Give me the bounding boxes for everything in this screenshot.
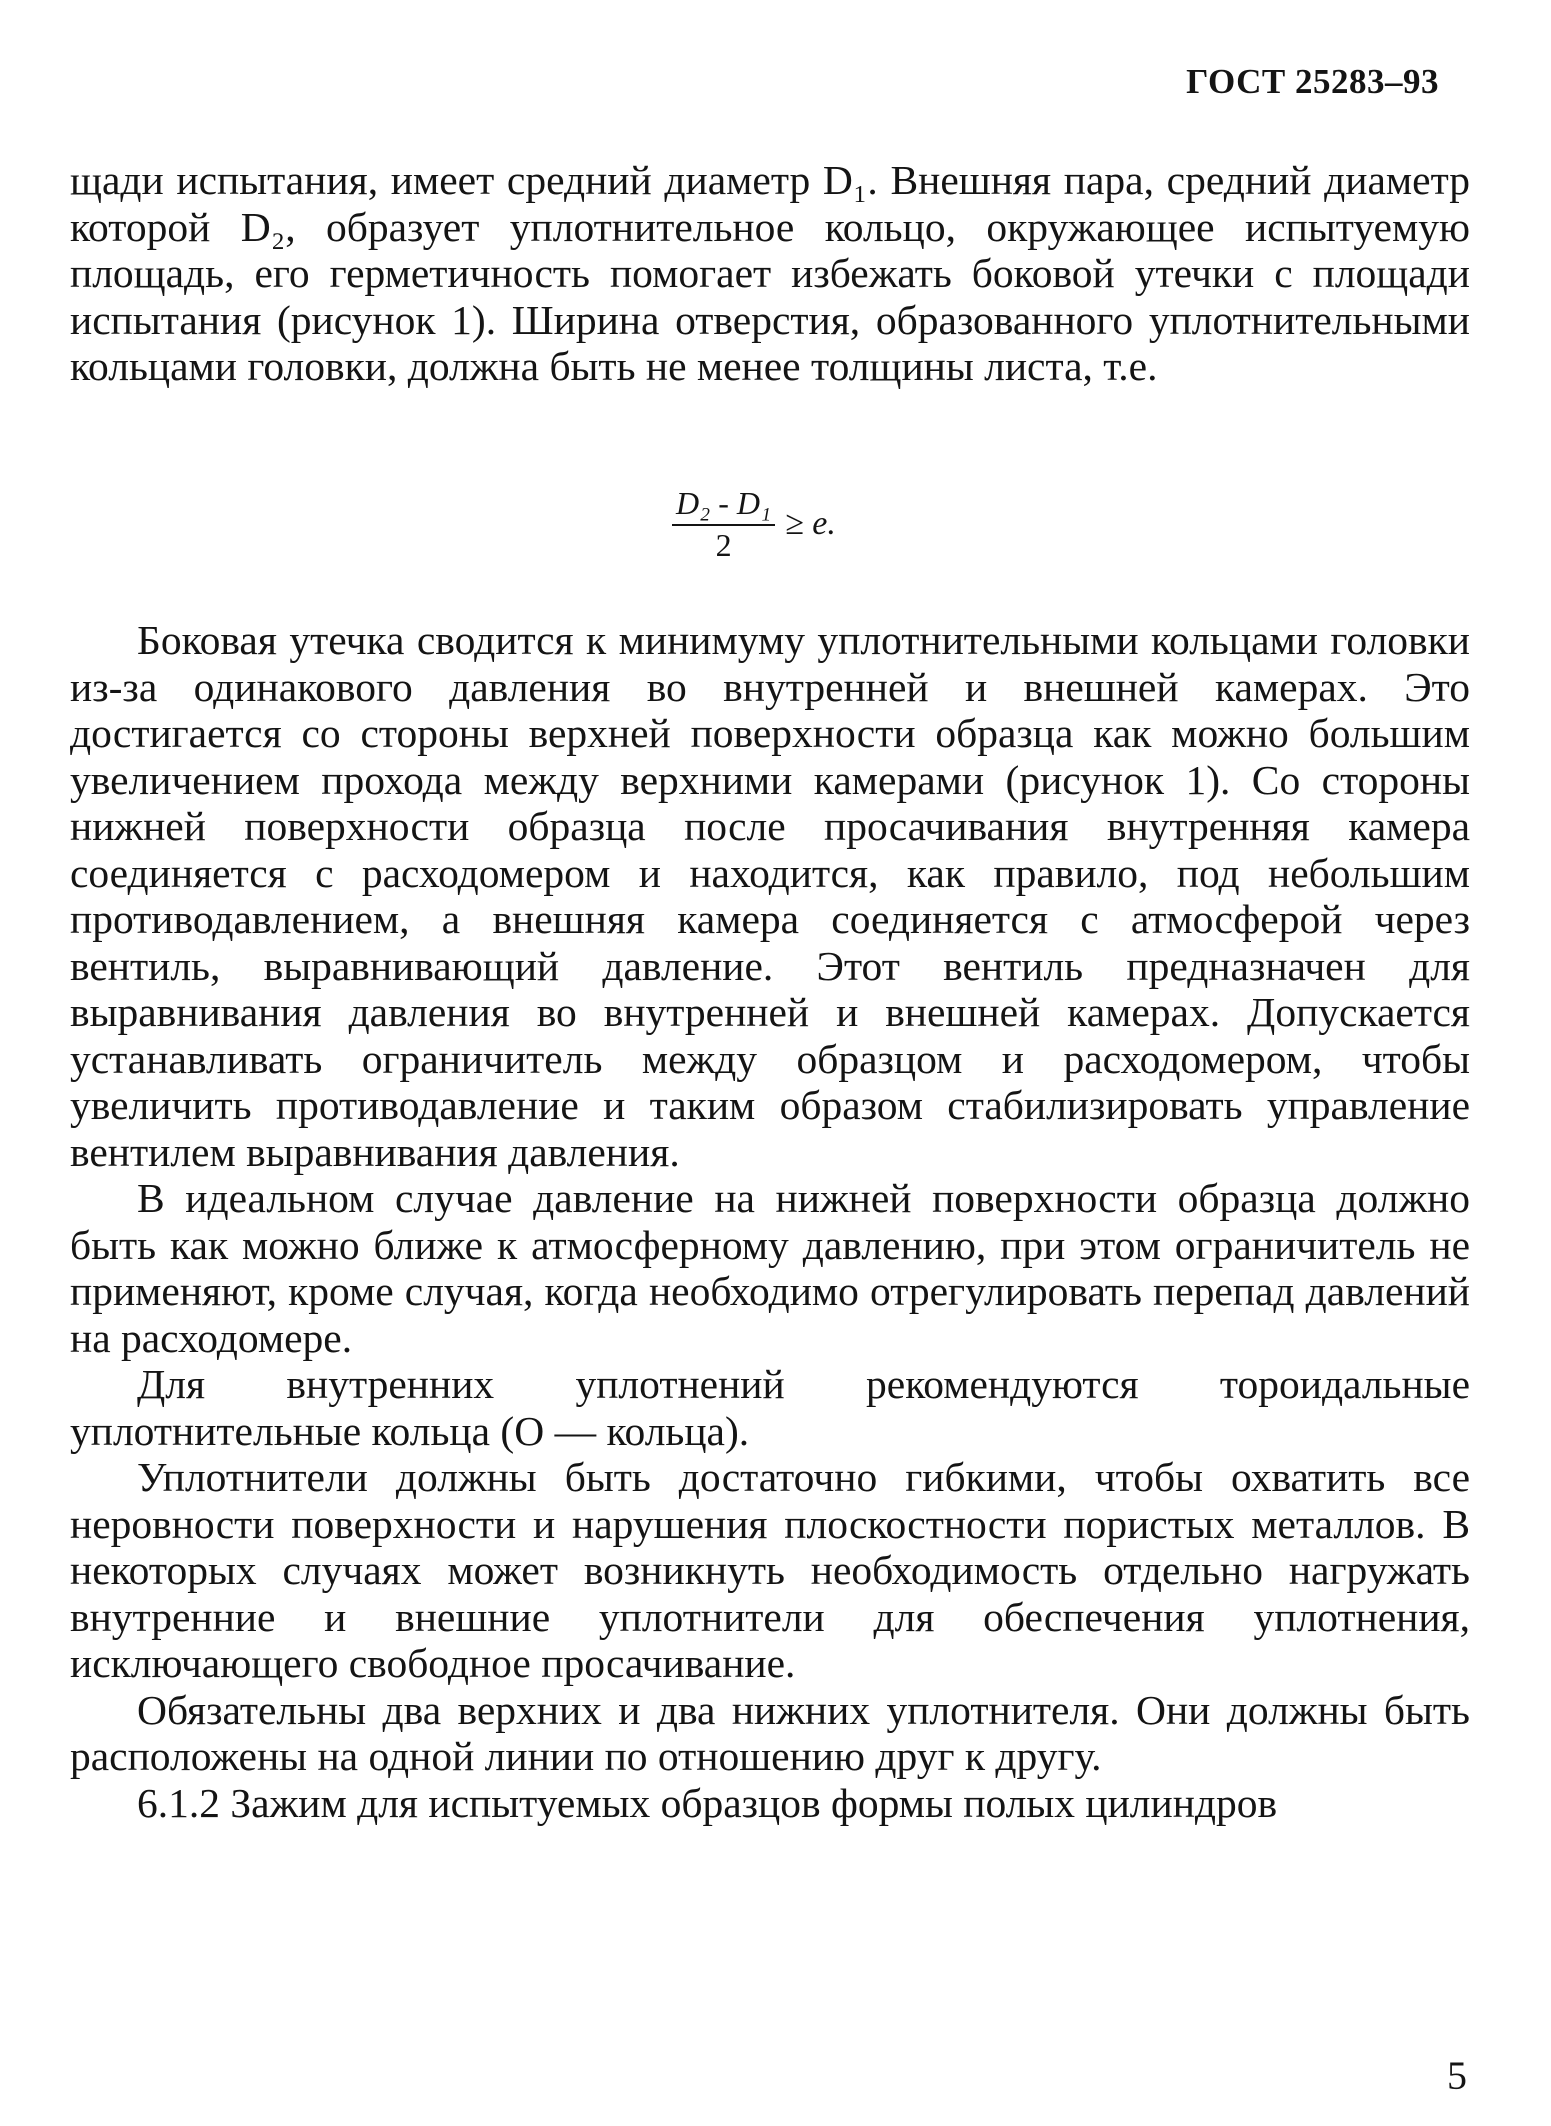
formula-relation: ≥ e. bbox=[785, 505, 836, 542]
paragraph-seal-flexibility: Уплотнители должны быть достаточно гибкими, чтобы охватить все неровности поверхности и нарушения плоскостности пористых металлов. В некоторых случаях может возникнуть необходимость отдельно нагружать внутренние и внешние уплотнители для обеспечения уплотнения, исключающего свободное просачивание. bbox=[70, 1454, 1470, 1686]
page-number: 5 bbox=[1447, 2053, 1467, 2098]
formula-denominator: 2 bbox=[715, 527, 732, 563]
formula-ring-width bbox=[672, 486, 836, 562]
section-heading-6-1-2: 6.1.2 Зажим для испытуемых образцов формы полых цилиндров bbox=[137, 1779, 1278, 1826]
formula-fraction bbox=[672, 486, 775, 562]
standard-header: ГОСТ 25283–93 bbox=[1186, 62, 1439, 101]
paragraph-seal-alignment: Обязательны два верхних и два нижних уплотнителя. Они должны быть расположены на одной линии по отношению друг к другу. bbox=[70, 1686, 1470, 1779]
text-block-bottom bbox=[70, 617, 1470, 1826]
paragraph-side-leak: Боковая утечка сводится к минимуму уплотнительными кольцами головки из-за одинакового давления во внутренней и внешней камерах. Это достигается со стороны верхней поверхности образца как можно большим увеличением прохода между верхними камерами (рисунок 1). Со стороны нижней поверхности образца после просачивания внутренняя камера соединяется с расходомером и находится, как правило, под небольшим противодавлением, а внешняя камера соединяется с атмосферой через вентиль, выравнивающий давление. Этот вентиль предназначен для выравнивания давления во внутренней и внешней камерах. Допускается устанавливать ограничитель между образцом и расходомером, чтобы увеличить противодавление и таким образом стабилизировать управление вентилем выравнивания давления. bbox=[70, 617, 1470, 1175]
paragraph-continuation: щади испытания, имеет средний диаметр D₁. Внешняя пара, средний диаметр которой D₂, образует уплотнительное кольцо, окружающее испытуемую площадь, его герметичность помогает избежать боковой утечки с площади испытания (рисунок 1). Ширина отверстия, образованного уплотнительными кольцами головки, должна быть не менее толщины листа, т.е. bbox=[70, 157, 1470, 389]
paragraph-o-rings: Для внутренних уплотнений рекомендуются тороидальные уплотнительные кольца (О — кольца). bbox=[70, 1361, 1470, 1454]
text-block-top bbox=[70, 157, 1470, 390]
formula-numerator: D₂ - D₁ bbox=[672, 486, 775, 526]
paragraph-ideal-case: В идеальном случае давление на нижней поверхности образца должно быть как можно ближе к атмосферному давлению, при этом ограничитель не применяют, кроме случая, когда необходимо отрегулировать перепад давлений на расходомере. bbox=[70, 1175, 1470, 1361]
